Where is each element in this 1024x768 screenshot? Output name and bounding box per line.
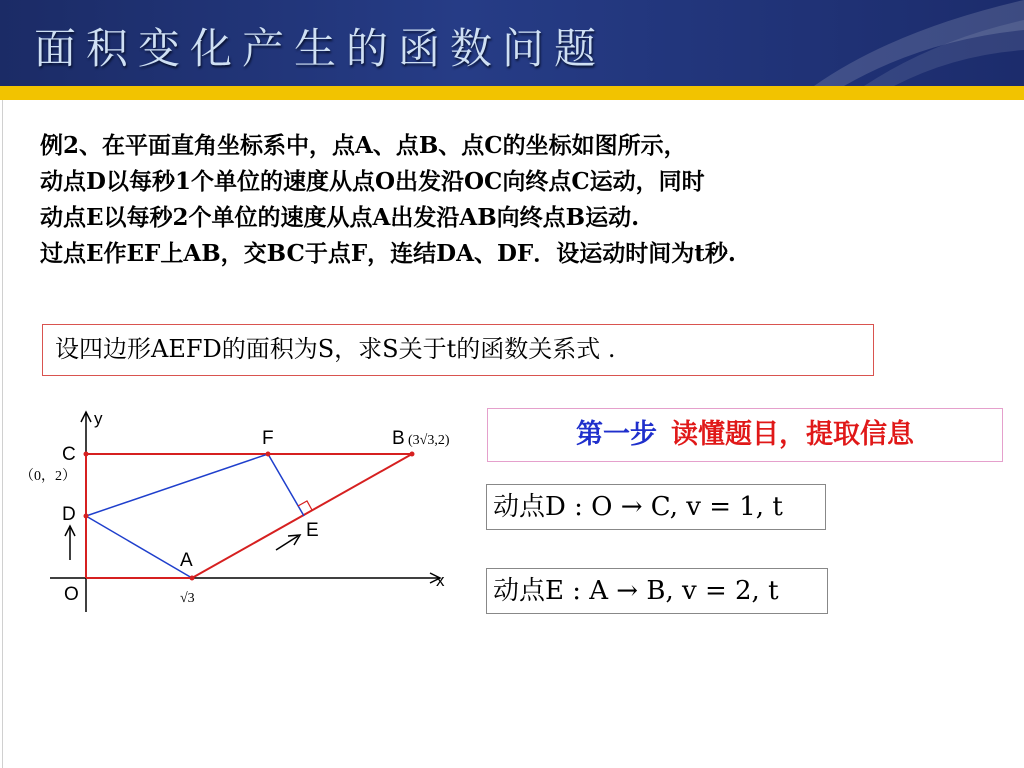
segment-df — [86, 454, 268, 516]
label-d: D — [62, 504, 76, 525]
segment-da — [86, 516, 192, 578]
point-c — [84, 452, 89, 457]
slide-header — [0, 0, 1024, 86]
problem-line: 动点D以每秒1个单位的速度从点O出发沿OC向终点C运动，同时 — [40, 168, 705, 195]
label-b-coord: (3√3,2) — [408, 433, 450, 448]
problem-line: 例2、在平面直角坐标系中，点A、点B、点C的坐标如图所示， — [40, 132, 687, 159]
problem-statement — [40, 128, 1020, 272]
step-text: 读懂题目，提取信息 — [671, 419, 914, 450]
point-b — [410, 452, 415, 457]
point-a — [190, 576, 195, 581]
label-a-coord: √3 — [180, 591, 195, 606]
label-f: F — [262, 428, 274, 449]
segment-fe — [268, 454, 304, 516]
step-label: 第一步 — [576, 419, 657, 450]
step-box — [487, 408, 1003, 462]
geometry-diagram — [20, 400, 480, 630]
slide-title: 面积变化产生的函数问题 — [34, 24, 607, 73]
slide-left-border — [2, 100, 3, 768]
label-c: C — [62, 444, 76, 465]
motion-d-box: 动点D : O → C, v = 1, t — [486, 484, 826, 530]
problem-line: 过点E作EF上AB，交BC于点F，连结DA、DF．设运动时间为t秒. — [40, 240, 736, 267]
label-o: O — [64, 584, 79, 605]
header-decoration — [724, 0, 1024, 86]
point-f — [266, 452, 271, 457]
problem-line: 动点E以每秒2个单位的速度从点A出发沿AB向终点B运动. — [40, 204, 640, 231]
label-b: B — [392, 428, 405, 449]
header-accent-bar — [0, 86, 1024, 100]
segment-ab — [192, 454, 412, 578]
label-y: y — [94, 409, 103, 428]
question-box: 设四边形AEFD的面积为S，求S关于t的函数关系式 . — [42, 324, 874, 376]
label-a: A — [180, 550, 193, 571]
label-x: x — [436, 571, 445, 590]
label-c-coord: （0，2） — [20, 469, 76, 484]
label-e: E — [306, 520, 319, 541]
motion-e-box: 动点E : A → B, v = 2, t — [486, 568, 828, 614]
point-d — [84, 514, 89, 519]
